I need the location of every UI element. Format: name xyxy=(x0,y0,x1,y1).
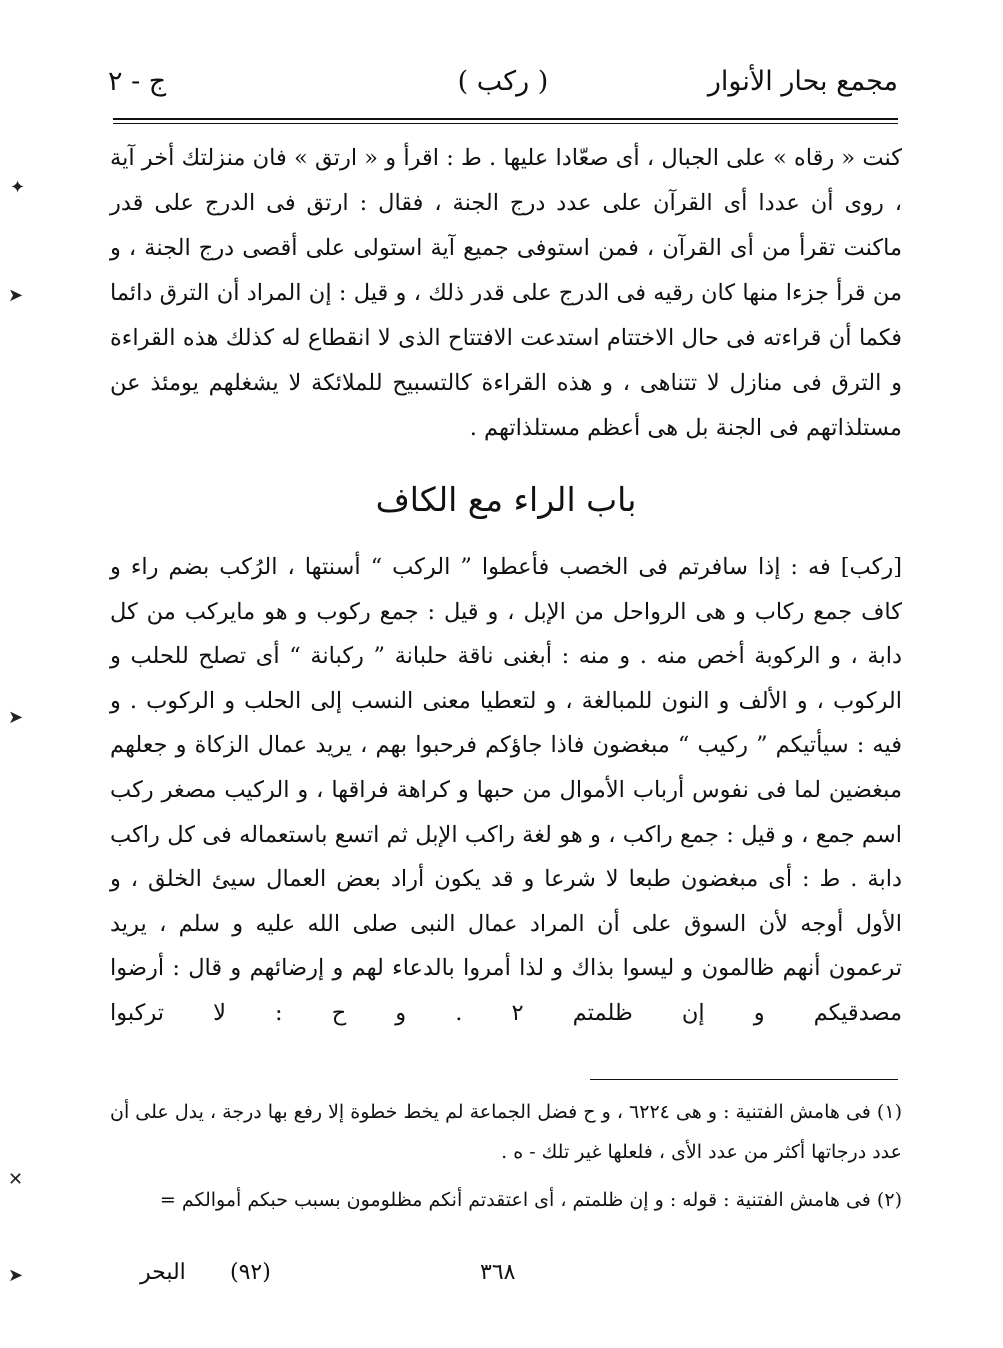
body-paragraph-2: [ركب] فه : إذا سافرتم فى الخصب فأعطوا ” الركب “ أسنتها ، الرُكب بضم راء و كاف جمع ركاب و هى الرواحل من الإبل ، و قيل : جمع ركوب و هو مايركب من كل دابة ، و الركوبة أخص منه . و منه : أبغنى ناقة حلبانة ” ركبانة “ أى تصلح للحلب و الركوب ، و الألف و النون للمبالغة ، و لتعطيا معنى النسب إلى الحلب و الركوب . و فيه : سيأتيكم ” ركيب “ مبغضون فاذا جاؤكم فرحبوا بهم ، يريد عمال الزكاة و جعلهم مبغضين لما فى نفوس أرباب الأموال من حبها و كراهة فراقها ، و الركيب مصغر ركب اسم جمع ، و قيل : جمع راكب ، و هو لغة راكب الإبل ثم اتسع باستعماله فى كل راكب دابة . ط : أى مبغضون طبعا لا شرعا و قد يكون أراد بعض العمال سيئ الخلق ، و الأول أوجه لأن السوق على أن المراد عمال النبى صلى الله عليه و سلم ، يريد ترعمون أنهم ظالمون و ليسوا بذاك و لذا أمروا بالدعاء لهم و إرضائهم و قال : أرضوا مصدقيكم و إن ظلمتم ٢ . و ح : لا تركبوا xyxy=(110,554,903,1026)
header-rule-thick xyxy=(113,118,898,120)
margin-arrow-icon: ➤ xyxy=(8,707,24,728)
footnotes xyxy=(110,1092,902,1228)
signature-number: (٩٢) xyxy=(230,1260,271,1285)
page-number: ٣٦٨ xyxy=(480,1260,516,1285)
footnote-1: (١) فى هامش الفتنية : و هى ٦٢٢٤ ، و ح فضل الجماعة لم يخط خطوة إلا رفع بها درجة ، يدل على أن عدد درجاتها أكثر من عدد الأى ، فلعلها غير تلك - ه . xyxy=(110,1101,902,1163)
section-heading: باب الراء مع الكاف xyxy=(375,480,637,519)
book-title: مجمع بحار الأنوار xyxy=(707,66,898,97)
entry-root: ( ركب ) xyxy=(457,66,549,97)
footnote-separator xyxy=(590,1079,898,1080)
header-rule-thin xyxy=(113,123,898,124)
page-footer xyxy=(140,1260,900,1300)
margin-arrow-icon: ➤ xyxy=(8,1265,24,1286)
margin-cross-icon: ✕ xyxy=(8,1169,24,1190)
body-paragraph-1: كنت « رقاه » على الجبال ، أى صعّادا عليها . ط : اقرأ و « ارتق » فان منزلتك أخر آية ، روى أن عددا أى القرآن على عدد درج الجنة ، فقال : ارتق فى الدرج على قدر ماكنت تقرأ من أى القرآن ، فمن استوفى جميع آية استولى على أقصى درج الجنة ، و من قرأ جزءا منها كان رقيه فى الدرج على قدر ذلك ، و قيل : إن المراد أن الترق دائما فكما أن قراءته فى حال الاختتام استدعت الافتتاح الذى لا انقطاع له كذلك هذه القراءة و الترق فى منازل لا تتناهى ، و هذه القراءة كالتسبيح للملائكة لا يشغلهم يومئذ عن مستلذاتهم فى الجنة بل هى أعظم مستلذاتهم . xyxy=(110,145,902,441)
volume-number: ج - ٢ xyxy=(108,66,167,97)
running-header xyxy=(108,62,898,106)
margin-arrow-icon: ➤ xyxy=(8,285,24,306)
signature-word: البحر xyxy=(140,1260,186,1285)
footnote-2: (٢) فى هامش الفتنية : قوله : و إن ظلمتم ، أى اعتقدتم أنكم مظلومون بسبب حبكم أموالكم = xyxy=(159,1189,902,1211)
margin-star-icon: ✦ xyxy=(10,177,26,198)
